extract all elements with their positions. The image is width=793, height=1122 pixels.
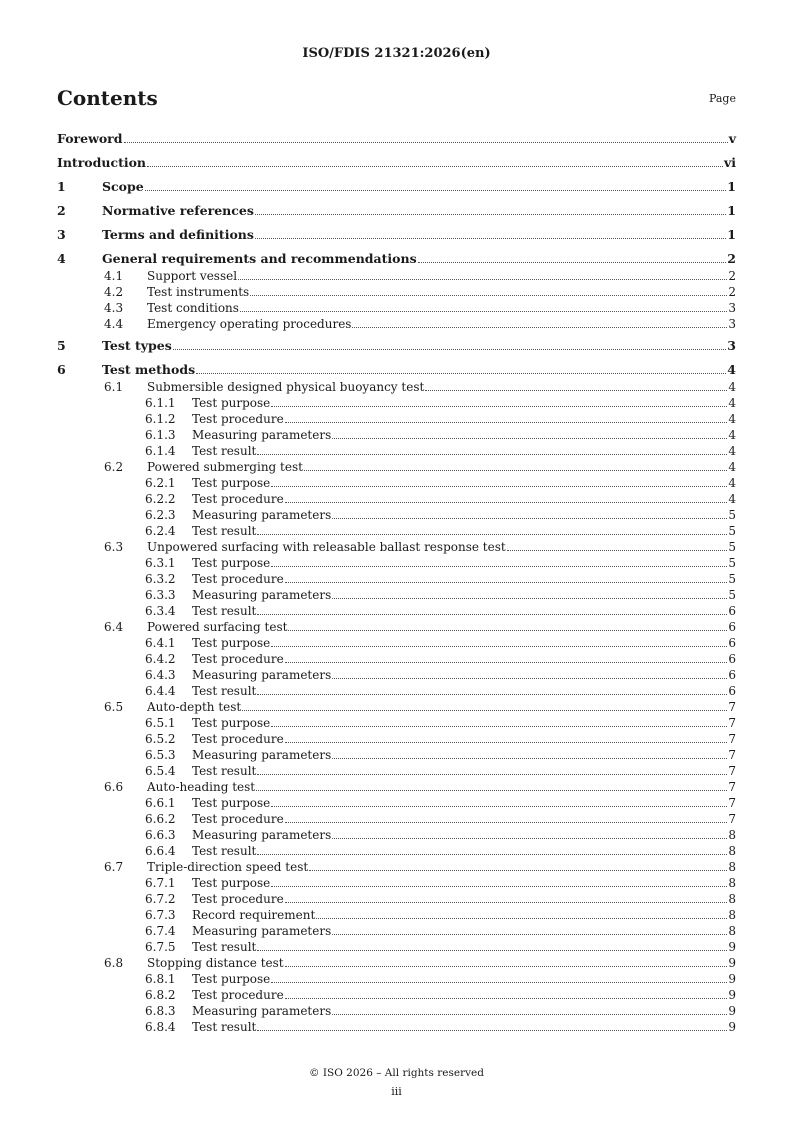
dot-leader bbox=[271, 726, 727, 727]
toc-entry-page: 7 bbox=[728, 748, 736, 762]
toc-entry-number: 6.4.1 bbox=[145, 636, 176, 650]
page-number: iii bbox=[391, 1085, 402, 1098]
dot-leader bbox=[271, 806, 727, 807]
dot-leader bbox=[316, 918, 727, 919]
toc-entry-number: 4 bbox=[57, 251, 66, 266]
dot-leader bbox=[173, 349, 727, 350]
toc-entry-page: 5 bbox=[728, 572, 736, 586]
toc-entry-number: 6.6 bbox=[104, 780, 124, 794]
toc-entry-page: 4 bbox=[728, 492, 736, 506]
toc-entry-number: 6.3.3 bbox=[145, 588, 176, 602]
toc-entry[interactable] bbox=[145, 938, 736, 954]
toc-entry-number: 6.1.3 bbox=[145, 428, 176, 442]
dot-leader bbox=[257, 694, 727, 695]
dot-leader bbox=[285, 422, 728, 423]
toc-entry-number: 6.8.1 bbox=[145, 972, 176, 986]
toc-entry-title: Scope bbox=[102, 179, 144, 194]
toc-entry[interactable] bbox=[145, 506, 736, 522]
toc-entry-title: Test result bbox=[192, 604, 257, 618]
toc-entry[interactable] bbox=[145, 554, 736, 570]
toc-entry-page: 4 bbox=[728, 380, 736, 394]
toc-entry[interactable] bbox=[57, 337, 736, 353]
toc-entry-page: 8 bbox=[728, 908, 736, 922]
toc-entry-title: Test result bbox=[192, 684, 257, 698]
toc-entry-page: 9 bbox=[728, 956, 736, 970]
toc-entry[interactable] bbox=[145, 826, 736, 842]
toc-entry-number: 6.2.3 bbox=[145, 508, 176, 522]
toc-entry[interactable] bbox=[145, 650, 736, 666]
dot-leader bbox=[418, 262, 727, 263]
toc-entry-page: 6 bbox=[728, 620, 736, 634]
toc-entry-page: 4 bbox=[728, 444, 736, 458]
toc-entry-page: 4 bbox=[728, 396, 736, 410]
dot-leader bbox=[285, 582, 728, 583]
toc-entry-title: Support vessel bbox=[147, 269, 238, 283]
dot-leader bbox=[285, 502, 728, 503]
toc-entry-title: Stopping distance test bbox=[147, 956, 284, 970]
toc-entry-title: Test procedure bbox=[192, 412, 284, 426]
dot-leader bbox=[271, 646, 727, 647]
toc-entry[interactable] bbox=[104, 458, 736, 474]
toc-entry[interactable] bbox=[145, 714, 736, 730]
toc-entry-title: Measuring parameters bbox=[192, 1004, 332, 1018]
dot-leader bbox=[271, 486, 727, 487]
toc-entry[interactable] bbox=[57, 361, 736, 377]
dot-leader bbox=[271, 406, 727, 407]
toc-entry-page: 4 bbox=[728, 476, 736, 490]
toc-entry-number: 6.8.4 bbox=[145, 1020, 176, 1034]
toc-entry-title: Submersible designed physical buoyancy test bbox=[147, 380, 425, 394]
toc-entry-page: 5 bbox=[728, 524, 736, 538]
toc-entry-title: Test purpose bbox=[192, 556, 271, 570]
dot-leader bbox=[196, 373, 726, 374]
toc-entry-title: Test purpose bbox=[192, 396, 271, 410]
dot-leader bbox=[332, 598, 727, 599]
toc-entry-number: 6.1 bbox=[104, 380, 124, 394]
toc-entry[interactable] bbox=[145, 474, 736, 490]
toc-entry-number: 3 bbox=[57, 227, 66, 242]
toc-entry[interactable] bbox=[145, 1018, 736, 1034]
toc-entry-number: 6.1.2 bbox=[145, 412, 176, 426]
dot-leader bbox=[285, 742, 728, 743]
toc-entry-number: 6.3.2 bbox=[145, 572, 176, 586]
toc-entry-page: 6 bbox=[728, 604, 736, 618]
toc-entry-page: 1 bbox=[727, 203, 736, 218]
toc-entry-title: Test procedure bbox=[192, 892, 284, 906]
toc-entry[interactable] bbox=[145, 794, 736, 810]
toc-entry[interactable] bbox=[57, 250, 736, 266]
toc-entry-page: 8 bbox=[728, 844, 736, 858]
toc-entry[interactable] bbox=[145, 426, 736, 442]
toc-entry-number: 6.4 bbox=[104, 620, 124, 634]
dot-leader bbox=[145, 190, 727, 191]
dot-leader bbox=[332, 1014, 727, 1015]
dot-leader bbox=[285, 902, 728, 903]
toc-entry-page: 4 bbox=[728, 460, 736, 474]
toc-entry-page: 3 bbox=[728, 317, 736, 331]
dot-leader bbox=[288, 630, 727, 631]
toc-entry-page: 3 bbox=[728, 301, 736, 315]
dot-leader bbox=[257, 534, 727, 535]
page-column-label: Page bbox=[708, 92, 736, 105]
toc-entry-title: Test procedure bbox=[192, 732, 284, 746]
toc-entry-page: 7 bbox=[728, 780, 736, 794]
toc-entry-title: Terms and definitions bbox=[102, 227, 254, 242]
toc-entry-page: 2 bbox=[728, 285, 736, 299]
toc-entry-number: 6.5 bbox=[104, 700, 124, 714]
dot-leader bbox=[309, 870, 727, 871]
toc-entry-number: 6.1.1 bbox=[145, 396, 176, 410]
toc-entry-title: Test types bbox=[102, 338, 172, 353]
toc-entry[interactable] bbox=[145, 442, 736, 458]
toc-entry-page: 7 bbox=[728, 812, 736, 826]
toc-entry[interactable] bbox=[104, 618, 736, 634]
toc-entry[interactable] bbox=[145, 666, 736, 682]
toc-entry-page: 4 bbox=[727, 362, 736, 377]
dot-leader bbox=[332, 934, 727, 935]
dot-leader bbox=[240, 311, 727, 312]
toc-entry-number: 6.7.4 bbox=[145, 924, 176, 938]
dot-leader bbox=[285, 822, 728, 823]
toc-entry[interactable] bbox=[145, 570, 736, 586]
toc-entry-title: Test result bbox=[192, 764, 257, 778]
toc-entry[interactable] bbox=[104, 778, 736, 794]
toc-entry-page: 2 bbox=[727, 251, 736, 266]
toc-entry-number: 6.2.2 bbox=[145, 492, 176, 506]
toc-entry-title: Test purpose bbox=[192, 796, 271, 810]
toc-entry[interactable] bbox=[145, 1002, 736, 1018]
toc-entry[interactable] bbox=[145, 890, 736, 906]
toc-entry-number: 6.8 bbox=[104, 956, 124, 970]
toc-entry-page: 7 bbox=[728, 732, 736, 746]
toc-entry-number: 6.5.2 bbox=[145, 732, 176, 746]
toc-entry[interactable] bbox=[145, 394, 736, 410]
dot-leader bbox=[507, 550, 728, 551]
dot-leader bbox=[271, 566, 727, 567]
toc-entry-page: 1 bbox=[727, 179, 736, 194]
copyright-notice: © ISO 2026 – All rights reserved bbox=[309, 1067, 484, 1079]
toc-entry-title: Test purpose bbox=[192, 716, 271, 730]
toc-entry-page: 6 bbox=[728, 684, 736, 698]
toc-entry[interactable] bbox=[104, 267, 736, 283]
toc-entry-title: Test procedure bbox=[192, 988, 284, 1002]
toc-entry-number: 6.7.5 bbox=[145, 940, 176, 954]
toc-entry-number: 6.6.2 bbox=[145, 812, 176, 826]
toc-entry[interactable] bbox=[104, 954, 736, 970]
toc-entry-number: 6.7.1 bbox=[145, 876, 176, 890]
toc-entry[interactable] bbox=[104, 538, 736, 554]
toc-entry[interactable] bbox=[57, 130, 736, 146]
dot-leader bbox=[332, 678, 727, 679]
toc-entry-page: 7 bbox=[728, 764, 736, 778]
toc-entry-page: 9 bbox=[728, 988, 736, 1002]
dot-leader bbox=[242, 710, 727, 711]
toc-entry-title: Test procedure bbox=[192, 812, 284, 826]
dot-leader bbox=[256, 790, 727, 791]
toc-entry[interactable] bbox=[145, 682, 736, 698]
toc-entry-page: vi bbox=[723, 155, 736, 170]
dot-leader bbox=[285, 662, 728, 663]
toc-entry-title: General requirements and recommendations bbox=[102, 251, 417, 266]
dot-leader bbox=[285, 966, 728, 967]
document-header: ISO/FDIS 21321:2026(en) bbox=[302, 46, 491, 61]
toc-entry-page: 4 bbox=[728, 412, 736, 426]
toc-entry-title: Auto-heading test bbox=[147, 780, 256, 794]
dot-leader bbox=[124, 142, 728, 143]
toc-entry-title: Test methods bbox=[102, 362, 196, 377]
toc-entry-page: 9 bbox=[728, 1004, 736, 1018]
toc-entry-page: 5 bbox=[728, 588, 736, 602]
toc-entry-title: Unpowered surfacing with releasable ballast response test bbox=[147, 540, 506, 554]
toc-entry-title: Emergency operating procedures bbox=[147, 317, 352, 331]
toc-entry-page: 5 bbox=[728, 508, 736, 522]
toc-entry-page: 6 bbox=[728, 652, 736, 666]
toc-entry-title: Foreword bbox=[57, 131, 123, 146]
toc-entry-number: 1 bbox=[57, 179, 66, 194]
toc-entry-page: 2 bbox=[728, 269, 736, 283]
toc-entry[interactable] bbox=[145, 730, 736, 746]
toc-entry-title: Test procedure bbox=[192, 492, 284, 506]
toc-entry[interactable] bbox=[145, 410, 736, 426]
toc-entry-page: 5 bbox=[728, 540, 736, 554]
toc-entry-number: 6.4.3 bbox=[145, 668, 176, 682]
toc-entry-page: 5 bbox=[728, 556, 736, 570]
toc-entry-title: Test result bbox=[192, 844, 257, 858]
toc-entry-number: 6.1.4 bbox=[145, 444, 176, 458]
toc-entry-page: 8 bbox=[728, 860, 736, 874]
toc-entry[interactable] bbox=[145, 762, 736, 778]
dot-leader bbox=[352, 327, 727, 328]
dot-leader bbox=[304, 470, 727, 471]
toc-entry[interactable] bbox=[145, 746, 736, 762]
toc-entry-page: 7 bbox=[728, 700, 736, 714]
toc-entry-title: Test procedure bbox=[192, 572, 284, 586]
toc-entry[interactable] bbox=[145, 906, 736, 922]
toc-entry[interactable] bbox=[104, 698, 736, 714]
toc-entry-title: Test conditions bbox=[147, 301, 239, 315]
toc-entry-title: Test instruments bbox=[147, 285, 250, 299]
dot-leader bbox=[332, 518, 727, 519]
toc-entry-title: Test result bbox=[192, 1020, 257, 1034]
toc-entry-page: 8 bbox=[728, 828, 736, 842]
toc-entry-title: Measuring parameters bbox=[192, 508, 332, 522]
toc-entry-number: 6.2.4 bbox=[145, 524, 176, 538]
toc-entry-title: Powered surfacing test bbox=[147, 620, 288, 634]
toc-entry[interactable] bbox=[145, 490, 736, 506]
toc-entry-number: 4.3 bbox=[104, 301, 124, 315]
toc-entry[interactable] bbox=[104, 283, 736, 299]
toc-entry-title: Measuring parameters bbox=[192, 668, 332, 682]
toc-entry-page: 4 bbox=[728, 428, 736, 442]
toc-entry-page: 7 bbox=[728, 716, 736, 730]
toc-entry-number: 2 bbox=[57, 203, 66, 218]
toc-entry-number: 6.2.1 bbox=[145, 476, 176, 490]
toc-entry-number: 6.8.2 bbox=[145, 988, 176, 1002]
dot-leader bbox=[238, 279, 727, 280]
toc-entry[interactable] bbox=[57, 154, 736, 170]
toc-entry-number: 6.3.4 bbox=[145, 604, 176, 618]
toc-entry-number: 6.8.3 bbox=[145, 1004, 176, 1018]
toc-entry[interactable] bbox=[104, 858, 736, 874]
toc-entry[interactable] bbox=[57, 226, 736, 242]
toc-entry-number: 6.6.1 bbox=[145, 796, 176, 810]
toc-entry-page: v bbox=[728, 131, 736, 146]
toc-entry-number: 6.7.2 bbox=[145, 892, 176, 906]
toc-entry-title: Test purpose bbox=[192, 636, 271, 650]
dot-leader bbox=[257, 614, 727, 615]
toc-entry-number: 6.6.4 bbox=[145, 844, 176, 858]
toc-entry-title: Test result bbox=[192, 524, 257, 538]
dot-leader bbox=[257, 454, 727, 455]
toc-entry-page: 7 bbox=[728, 796, 736, 810]
toc-entry[interactable] bbox=[57, 202, 736, 218]
dot-leader bbox=[271, 886, 727, 887]
dot-leader bbox=[332, 758, 727, 759]
toc-entry-number: 6.5.1 bbox=[145, 716, 176, 730]
toc-entry[interactable] bbox=[145, 586, 736, 602]
dot-leader bbox=[257, 1030, 727, 1031]
dot-leader bbox=[271, 982, 727, 983]
toc-entry[interactable] bbox=[145, 874, 736, 890]
toc-entry[interactable] bbox=[104, 315, 736, 331]
toc-entry-title: Introduction bbox=[57, 155, 147, 170]
toc-entry-page: 3 bbox=[727, 338, 736, 353]
toc-entry[interactable] bbox=[145, 810, 736, 826]
toc-entry-title: Measuring parameters bbox=[192, 748, 332, 762]
toc-entry-title: Normative references bbox=[102, 203, 254, 218]
toc-entry-page: 6 bbox=[728, 668, 736, 682]
dot-leader bbox=[257, 950, 727, 951]
toc-entry-number: 6.7.3 bbox=[145, 908, 176, 922]
toc-entry-page: 8 bbox=[728, 924, 736, 938]
toc-entry-page: 6 bbox=[728, 636, 736, 650]
toc-entry-number: 4.4 bbox=[104, 317, 124, 331]
toc-entry-number: 5 bbox=[57, 338, 66, 353]
dot-leader bbox=[332, 838, 727, 839]
dot-leader bbox=[332, 438, 727, 439]
toc-entry[interactable] bbox=[145, 842, 736, 858]
toc-entry-number: 6.4.4 bbox=[145, 684, 176, 698]
toc-entry-title: Auto-depth test bbox=[147, 700, 242, 714]
toc-entry-title: Test purpose bbox=[192, 476, 271, 490]
toc-entry-number: 4.2 bbox=[104, 285, 124, 299]
toc-entry-page: 9 bbox=[728, 940, 736, 954]
toc-entry-number: 6 bbox=[57, 362, 66, 377]
toc-entry-title: Powered submerging test bbox=[147, 460, 303, 474]
toc-entry-title: Test result bbox=[192, 444, 257, 458]
toc-entry-page: 9 bbox=[728, 1020, 736, 1034]
toc-entry[interactable] bbox=[145, 922, 736, 938]
toc-entry[interactable] bbox=[104, 299, 736, 315]
dot-leader bbox=[255, 238, 726, 239]
toc-entry-page: 8 bbox=[728, 892, 736, 906]
toc-entry[interactable] bbox=[145, 602, 736, 618]
toc-entry-page: 1 bbox=[727, 227, 736, 242]
toc-entry-title: Measuring parameters bbox=[192, 588, 332, 602]
dot-leader bbox=[257, 854, 727, 855]
toc-entry[interactable] bbox=[104, 378, 736, 394]
dot-leader bbox=[255, 214, 726, 215]
toc-entry-page: 8 bbox=[728, 876, 736, 890]
toc-entry-number: 6.3 bbox=[104, 540, 124, 554]
dot-leader bbox=[257, 774, 727, 775]
dot-leader bbox=[147, 166, 723, 167]
toc-entry[interactable] bbox=[145, 970, 736, 986]
toc-entry-title: Measuring parameters bbox=[192, 428, 332, 442]
toc-entry-number: 6.7 bbox=[104, 860, 124, 874]
toc-entry-title: Measuring parameters bbox=[192, 828, 332, 842]
toc-entry[interactable] bbox=[57, 178, 736, 194]
toc-entry[interactable] bbox=[145, 522, 736, 538]
page-title: Contents bbox=[57, 86, 158, 110]
toc-entry-title: Test procedure bbox=[192, 652, 284, 666]
toc-entry-number: 6.5.4 bbox=[145, 764, 176, 778]
toc-entry-number: 6.3.1 bbox=[145, 556, 176, 570]
toc-entry-number: 6.5.3 bbox=[145, 748, 176, 762]
toc-entry[interactable] bbox=[145, 634, 736, 650]
dot-leader bbox=[250, 295, 727, 296]
dot-leader bbox=[425, 390, 727, 391]
toc-entry-title: Test purpose bbox=[192, 876, 271, 890]
toc-entry-number: 6.4.2 bbox=[145, 652, 176, 666]
toc-entry-page: 9 bbox=[728, 972, 736, 986]
toc-entry-title: Test purpose bbox=[192, 972, 271, 986]
toc-entry-title: Record requirement bbox=[192, 908, 316, 922]
toc-entry[interactable] bbox=[145, 986, 736, 1002]
dot-leader bbox=[285, 998, 728, 999]
toc-entry-title: Triple-direction speed test bbox=[147, 860, 309, 874]
toc-entry-title: Measuring parameters bbox=[192, 924, 332, 938]
toc-entry-title: Test result bbox=[192, 940, 257, 954]
toc-entry-number: 6.6.3 bbox=[145, 828, 176, 842]
toc-entry-number: 6.2 bbox=[104, 460, 124, 474]
toc-entry-number: 4.1 bbox=[104, 269, 124, 283]
